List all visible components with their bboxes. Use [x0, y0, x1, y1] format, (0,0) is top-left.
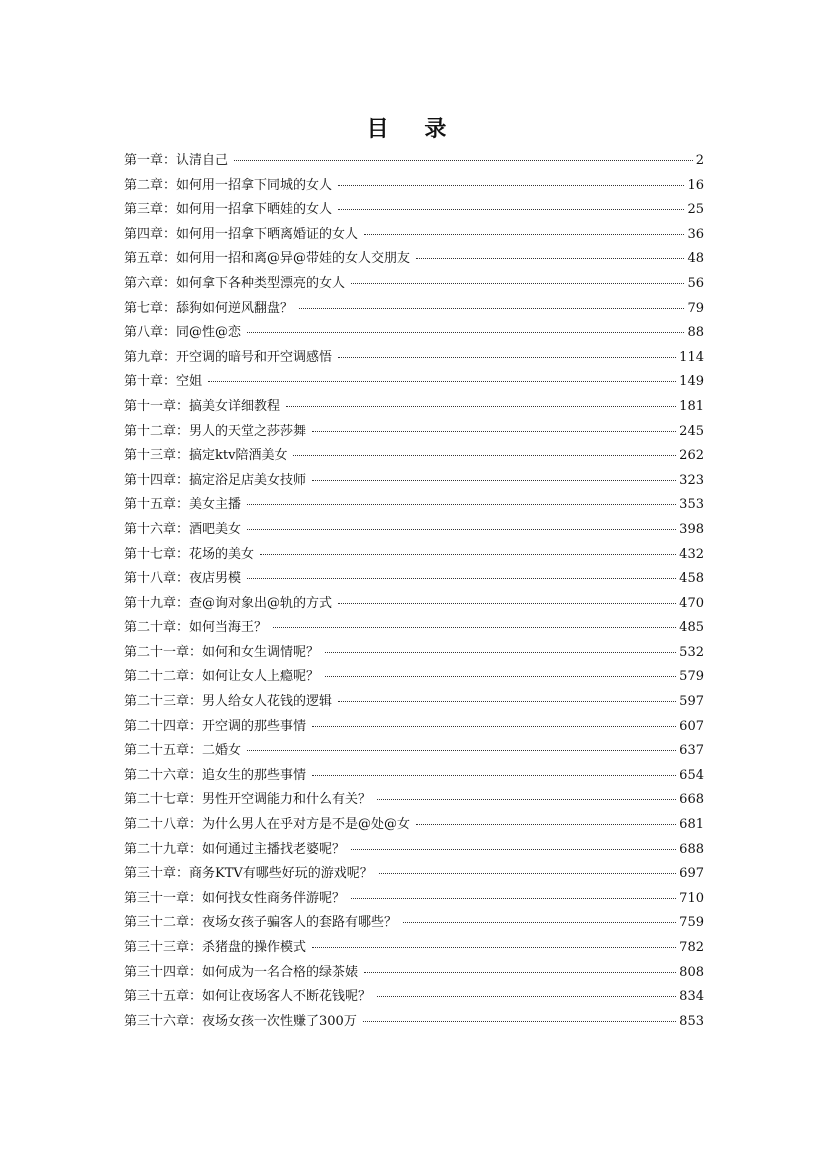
dot-leader — [299, 294, 684, 309]
toc-entry-page-number: 25 — [687, 202, 704, 218]
dot-leader — [293, 441, 676, 456]
dot-leader — [416, 244, 684, 259]
toc-entry-page-number: 853 — [679, 1013, 704, 1029]
toc-entry-page-number: 834 — [679, 989, 704, 1005]
dot-leader — [338, 589, 676, 604]
dot-leader — [351, 884, 676, 899]
dot-leader — [247, 490, 676, 505]
dot-leader — [247, 564, 676, 579]
toc-entry-page-number: 485 — [679, 620, 704, 636]
toc-entry-label: 第十一章：搞美女详细教程 — [124, 398, 281, 414]
toc-entry-page-number: 88 — [687, 325, 704, 341]
toc-entry-label: 第二十七章：男性开空调能力和什么有关？ — [124, 792, 372, 808]
dot-leader — [377, 785, 676, 800]
toc-entry-label: 第三十一章：如何找女性商务伴游呢？ — [124, 890, 346, 906]
dot-leader — [377, 982, 676, 997]
toc-entry-label: 第三十二章：夜场女孩子骗客人的套路有哪些？ — [124, 915, 398, 931]
toc-entry-page-number: 36 — [687, 226, 704, 242]
toc-entry-page-number: 245 — [679, 423, 704, 439]
toc-entry-label: 第十二章：男人的天堂之莎莎舞 — [124, 423, 307, 439]
toc-entry-page-number: 432 — [679, 546, 704, 562]
dot-leader — [379, 859, 676, 874]
toc-entry-page-number: 2 — [695, 153, 704, 168]
toc-entry-label: 第七章：舔狗如何逆风翻盘？ — [124, 300, 294, 316]
dot-leader — [312, 417, 676, 432]
toc-entry-page-number: 782 — [679, 940, 704, 955]
toc-entry-label: 第三十六章：夜场女孩一次性赚了300万 — [124, 1013, 357, 1029]
dot-leader — [234, 146, 693, 161]
toc-entry-label: 第十五章：美女主播 — [124, 497, 242, 513]
toc-entry-page-number: 681 — [679, 817, 704, 833]
toc-entry-label: 第十章：空姐 — [124, 374, 203, 390]
dot-leader — [338, 687, 676, 702]
toc-entry-page-number: 398 — [679, 521, 704, 537]
toc-entry-label: 第二十八章：为什么男人在乎对方是不是@处@女 — [124, 817, 411, 833]
toc-entry-label: 第十七章：花场的美女 — [124, 546, 255, 562]
toc-entry[interactable] — [124, 1010, 704, 1035]
dot-leader — [325, 662, 676, 677]
dot-leader — [351, 835, 676, 850]
toc-entry-label: 第十六章：酒吧美女 — [124, 521, 242, 537]
toc-entry-label: 第五章：如何用一招和离@异@带娃的女人交朋友 — [124, 251, 411, 267]
toc-entry-label: 第八章：同@性@恋 — [124, 325, 242, 341]
toc-entry-label: 第三十三章：杀猪盘的操作模式 — [124, 940, 307, 955]
toc-entry-page-number: 181 — [679, 398, 704, 414]
toc-entry-label: 第十八章：夜店男模 — [124, 571, 242, 587]
dot-leader — [247, 515, 676, 530]
dot-leader — [403, 908, 676, 923]
toc-entry-page-number: 79 — [687, 300, 704, 316]
toc-entry-label: 第二十章：如何当海王？ — [124, 620, 268, 636]
dot-leader — [312, 466, 676, 481]
toc-entry-page-number: 697 — [679, 866, 704, 882]
dot-leader — [364, 220, 684, 235]
toc-entry-label: 第二十二章：如何让女人上瘾呢？ — [124, 669, 320, 685]
toc-entry-page-number: 262 — [679, 448, 704, 464]
dot-leader — [364, 958, 676, 973]
dot-leader — [208, 367, 676, 382]
toc-entry-page-number: 353 — [679, 497, 704, 513]
toc-entry-page-number: 688 — [679, 841, 704, 857]
toc-entry-label: 第十三章：搞定ktv陪酒美女 — [124, 448, 288, 464]
toc-entry-page-number: 114 — [679, 349, 704, 365]
toc-entry-page-number: 808 — [679, 964, 704, 980]
toc-entry-label: 第二十四章：开空调的那些事情 — [124, 718, 307, 734]
toc-entry-page-number: 16 — [687, 177, 704, 193]
dot-leader — [260, 540, 676, 555]
dot-leader — [312, 712, 676, 727]
toc-entry-page-number: 532 — [679, 644, 704, 660]
dot-leader — [351, 269, 684, 284]
toc-entry-label: 第十九章：查@询对象出@轨的方式 — [124, 595, 333, 611]
toc-entry-page-number: 149 — [679, 374, 704, 390]
dot-leader — [247, 318, 684, 333]
toc-entry-page-number: 48 — [687, 251, 704, 267]
toc-entry-label: 第二十三章：男人给女人花钱的逻辑 — [124, 694, 333, 710]
page-title: 目 录 — [366, 117, 461, 142]
dot-leader — [416, 810, 676, 825]
dot-leader — [325, 638, 676, 653]
toc-entry-label: 第三十章：商务KTV有哪些好玩的游戏呢？ — [124, 866, 373, 882]
toc-entry-page-number: 470 — [679, 595, 704, 611]
toc-entry-page-number: 323 — [679, 472, 704, 488]
toc-entry-label: 第三十五章：如何让夜场客人不断花钱呢？ — [124, 989, 372, 1005]
toc-entry-label: 第三章：如何用一招拿下晒娃的女人 — [124, 202, 333, 218]
toc-entry-label: 第四章：如何用一招拿下晒离婚证的女人 — [124, 226, 359, 242]
toc-entry-label: 第二十九章：如何通过主播找老婆呢？ — [124, 841, 346, 857]
toc-entry-label: 第十四章：搞定浴足店美女技师 — [124, 472, 307, 488]
toc-entry-page-number: 710 — [679, 890, 704, 906]
toc-entry-page-number: 668 — [679, 792, 704, 808]
dot-leader — [273, 613, 676, 628]
toc-entry-label: 第六章：如何拿下各种类型漂亮的女人 — [124, 275, 346, 291]
toc-entry-page-number: 579 — [679, 669, 704, 685]
dot-leader — [312, 933, 676, 948]
toc-entry-page-number: 637 — [679, 743, 704, 759]
toc-entry-page-number: 56 — [687, 275, 704, 291]
toc-entry-page-number: 597 — [679, 694, 704, 710]
dot-leader — [312, 761, 676, 776]
toc-entry-label: 第二十五章：二婚女 — [124, 743, 242, 759]
dot-leader — [338, 171, 684, 186]
dot-leader — [363, 1007, 676, 1022]
dot-leader — [247, 736, 676, 751]
toc-entry-label: 第二十一章：如何和女生调情呢？ — [124, 644, 320, 660]
dot-leader — [286, 392, 676, 407]
dot-leader — [338, 195, 684, 210]
toc-entry-label: 第二十六章：追女生的那些事情 — [124, 767, 307, 783]
toc-entry-page-number: 654 — [679, 767, 704, 783]
toc-entry-label: 第二章：如何用一招拿下同城的女人 — [124, 177, 333, 193]
toc-entry-page-number: 607 — [679, 718, 704, 734]
toc-entry-label: 第一章：认清自己 — [124, 153, 229, 168]
toc-entry-label: 第九章：开空调的暗号和开空调感悟 — [124, 349, 333, 365]
toc-entry-page-number: 458 — [679, 571, 704, 587]
toc-entry-label: 第三十四章：如何成为一名合格的绿茶婊 — [124, 964, 359, 980]
dot-leader — [338, 343, 676, 358]
table-of-contents — [124, 149, 704, 1034]
toc-entry-page-number: 759 — [679, 915, 704, 931]
